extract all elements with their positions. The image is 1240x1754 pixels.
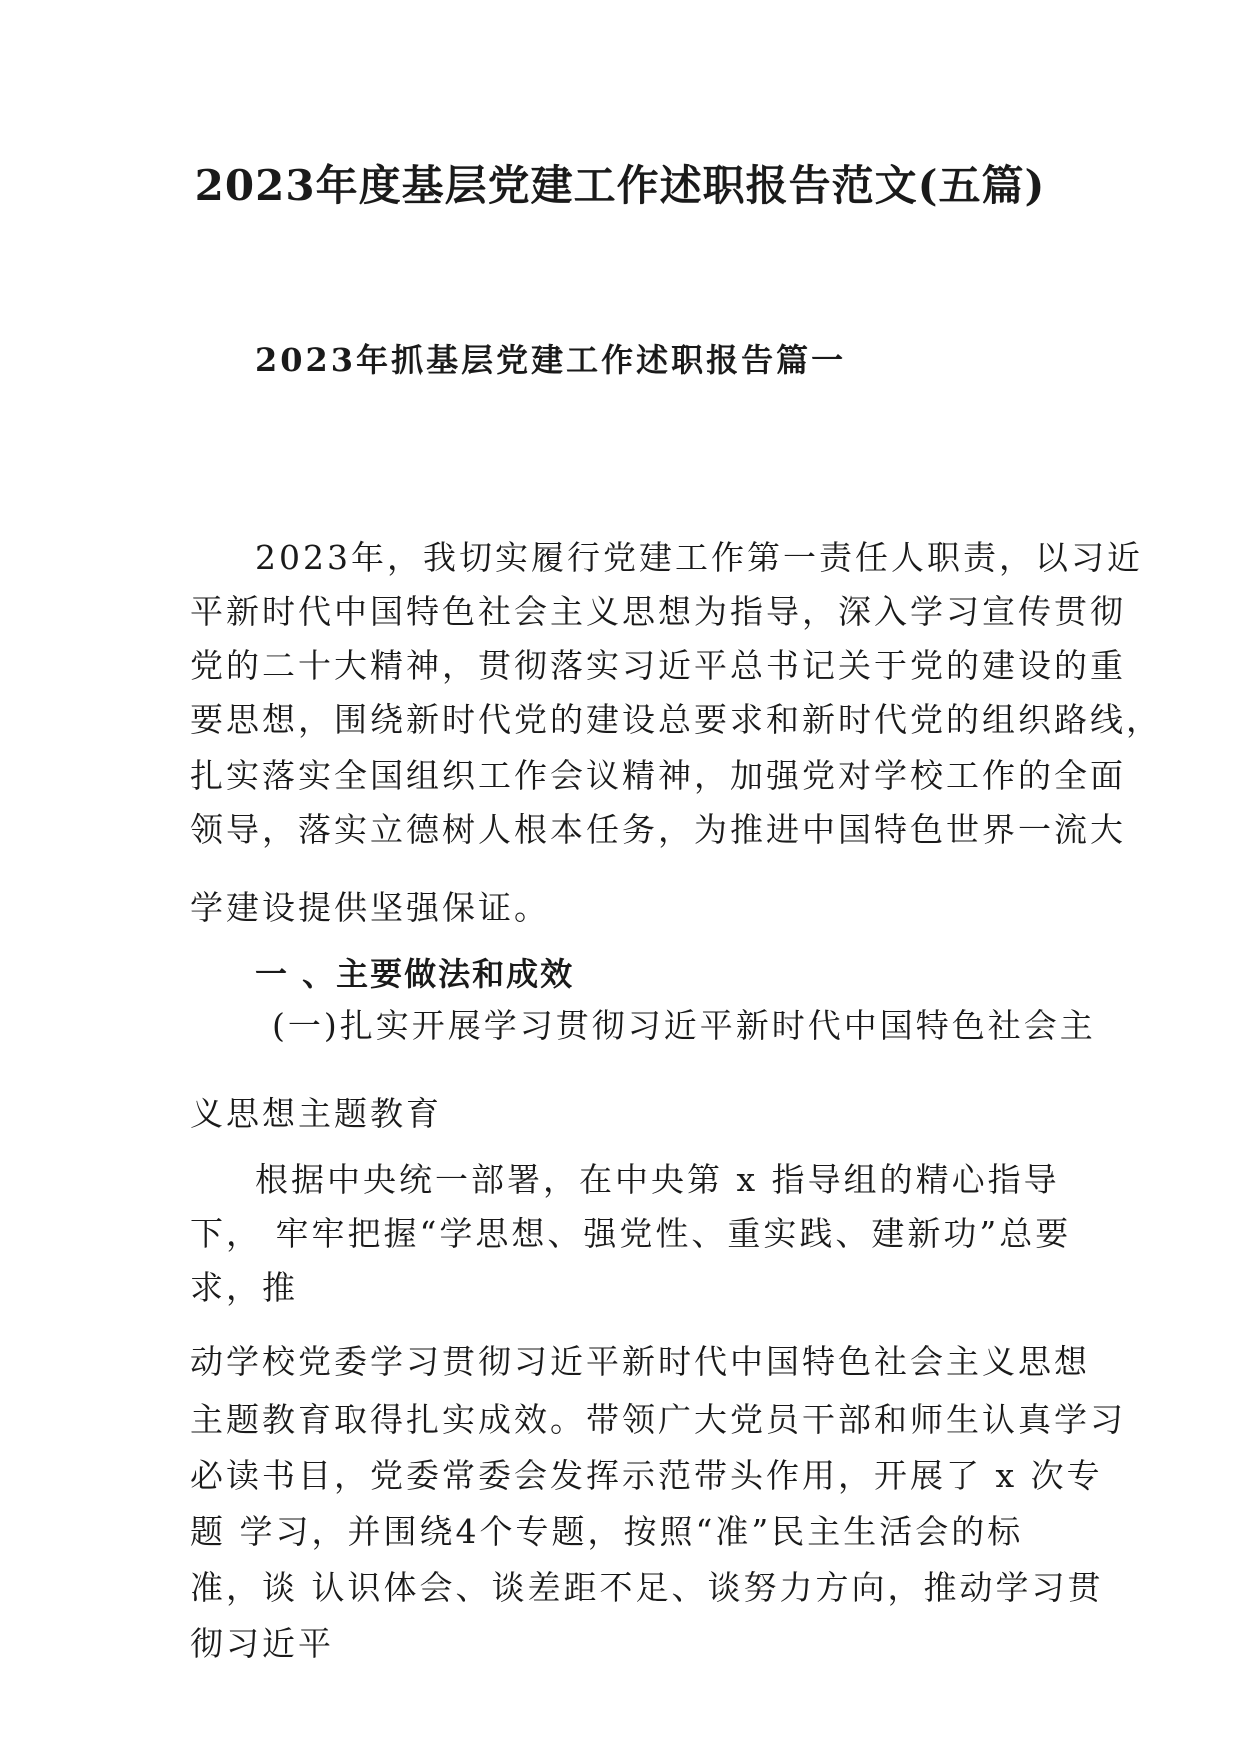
paragraph-line: 求，推	[190, 1268, 298, 1307]
subsection-heading: (一)扎实开展学习贯彻习近平新时代中国特色社会主	[272, 1006, 1096, 1045]
paragraph-line: 主题教育取得扎实成效。带领广大党员干部和师生认真学习	[190, 1400, 1126, 1439]
paragraph-line: 动学校党委学习贯彻习近平新时代中国特色社会主义思想	[190, 1342, 1090, 1381]
paragraph-line: 要思想，围绕新时代党的建设总要求和新时代党的组织路线，	[190, 700, 1162, 739]
paragraph-line: 彻习近平	[190, 1624, 334, 1663]
paragraph-line: 准，谈 认识体会、谈差距不足、谈努力方向，推动学习贯	[190, 1568, 1104, 1607]
report-subtitle: 2023年抓基层党建工作述职报告篇一	[255, 341, 847, 379]
paragraph-line: 平新时代中国特色社会主义思想为指导，深入学习宣传贯彻	[190, 592, 1126, 631]
paragraph-line: 必读书目，党委常委会发挥示范带头作用，开展了 x 次专	[190, 1456, 1103, 1495]
document-title: 2023年度基层党建工作述职报告范文(五篇)	[194, 161, 1046, 210]
subsection-heading-continued: 义思想主题教育	[190, 1094, 442, 1133]
paragraph-line: 下， 牢牢把握“学思想、强党性、重实践、建新功”总要	[190, 1214, 1072, 1253]
paragraph-line: 领导，落实立德树人根本任务，为推进中国特色世界一流大	[190, 810, 1126, 849]
section-heading: 一 、主要做法和成效	[255, 955, 575, 993]
paragraph-line: 题 学习，并围绕4个专题，按照“准”民主生活会的标	[190, 1512, 1024, 1551]
paragraph-line: 学建设提供坚强保证。	[190, 888, 550, 927]
paragraph-line: 根据中央统一部署，在中央第 x 指导组的精心指导	[255, 1160, 1060, 1199]
paragraph-line: 党的二十大精神，贯彻落实习近平总书记关于党的建设的重	[190, 646, 1126, 685]
paragraph-line: 扎实落实全国组织工作会议精神，加强党对学校工作的全面	[190, 756, 1126, 795]
paragraph-line: 2023年，我切实履行党建工作第一责任人职责，以习近	[255, 538, 1143, 577]
